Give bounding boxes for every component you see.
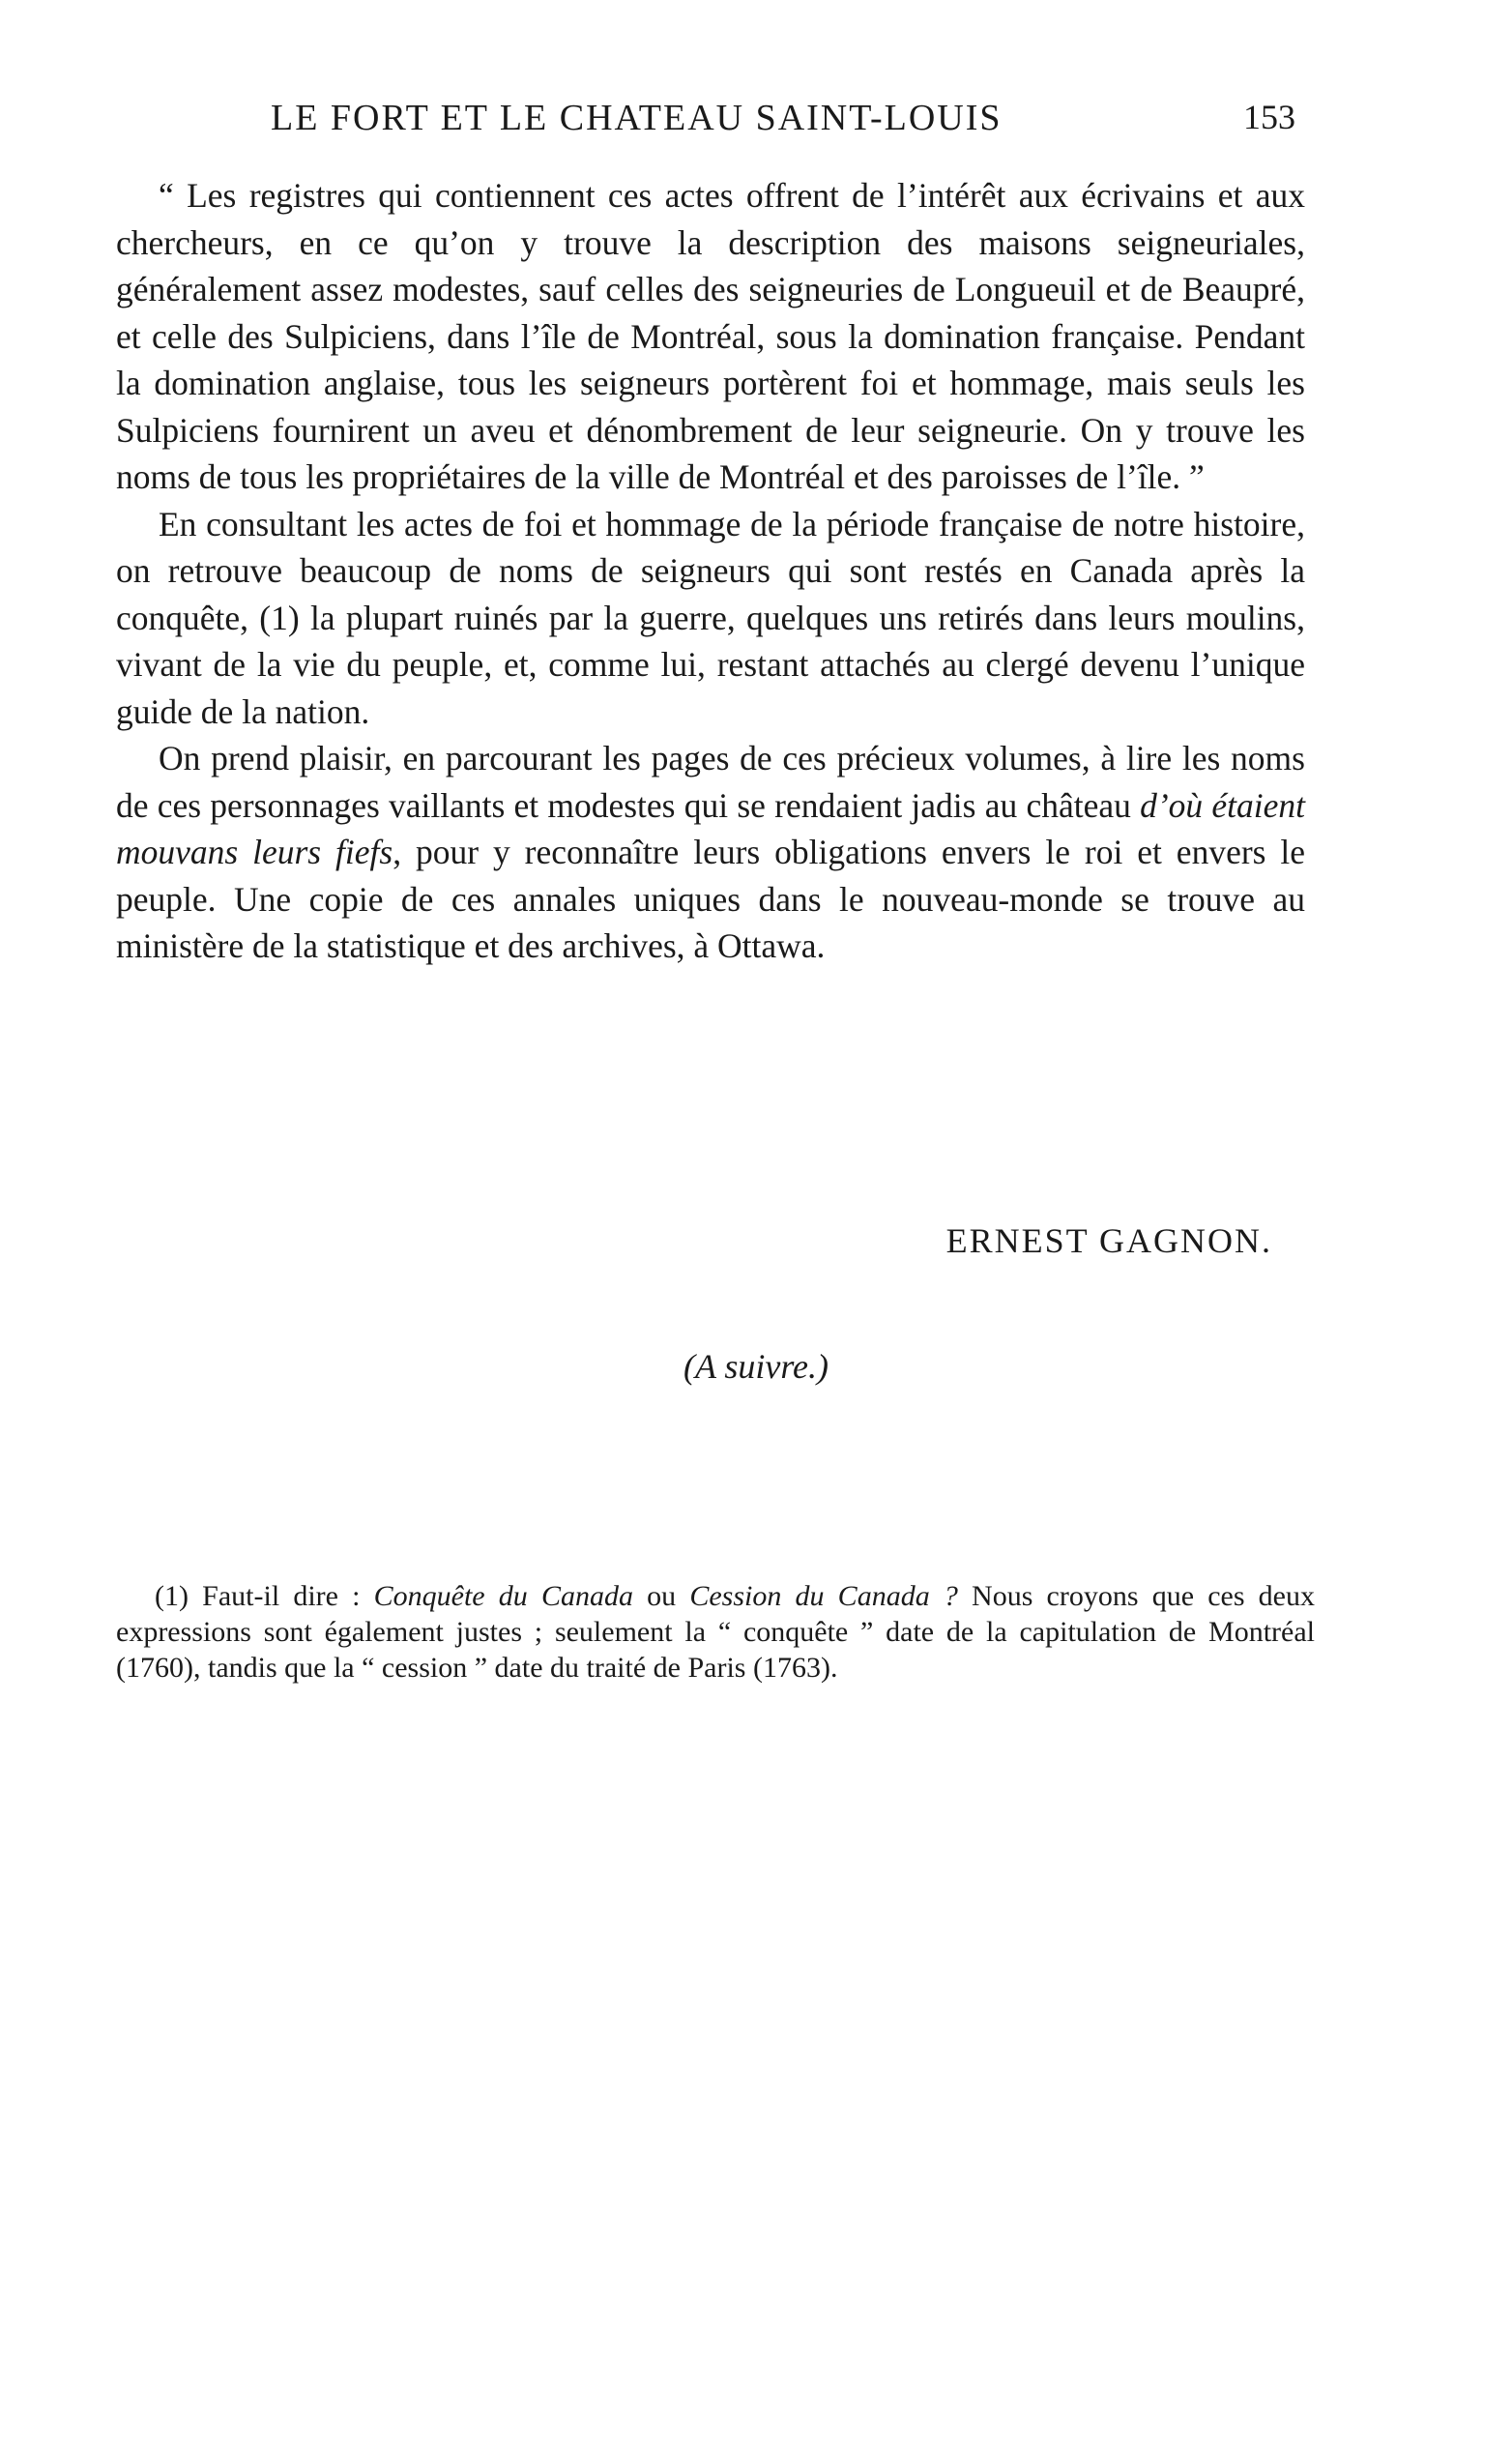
page-number: 153 [1243, 98, 1295, 136]
footnote-italic-2: Cession du Canada ? [689, 1580, 958, 1612]
running-title: LE FORT ET LE CHATEAU SAINT-LOUIS [271, 98, 1003, 138]
running-head [116, 97, 1295, 155]
paragraph-volumes [116, 735, 1305, 970]
footnote-italic-1: Conquête du Canada [373, 1580, 633, 1612]
paragraph-volumes-italic: d’où étaient mouvans leurs fiefs [116, 785, 1305, 871]
author-signature: ERNEST GAGNON. [945, 1221, 1272, 1260]
paragraph-volumes-end: , pour y reconnaître leurs obligations envers le roi et envers le peuple. Une copie de ces annales uniques dans le nouveau-monde se trouve au ministère de la statistique et des archives, à Ottawa. [116, 833, 1305, 965]
paragraph-volumes-start: On prend plaisir, en parcourant les pages de ces précieux volumes, à lire les noms de ces personnages vaillants et modestes qui se rendaient jadis au château [116, 739, 1305, 825]
footnote-part-3: Nous croyons que ces deux expressions sont également justes ; seulement la “ conquête ” date de la capitulation de Montréal (1760), tandis que la “ cession ” date du traité de Paris (1763). [116, 1580, 1315, 1684]
footnote-part-1: (1) Faut-il dire : [155, 1580, 374, 1612]
footnote-part-2: ou [632, 1580, 690, 1612]
paragraph-conquest: En consultant les actes de foi et hommage de la période française de notre histoire, on retrouve beaucoup de noms de seigneurs qui sont restés en Canada après la conquête, (1) la plupart ruinés par la guerre, quelques uns retirés dans leurs moulins, vivant de la vie du peuple, et, comme lui, restant attachés au clergé devenu l’unique guide de la nation. [116, 504, 1305, 731]
to-be-continued: (A suivre.) [683, 1347, 829, 1386]
body-text [116, 172, 1305, 970]
footnote [116, 1578, 1315, 1686]
footnote-text [116, 1578, 1315, 1686]
paragraph-quote: “ Les registres qui contiennent ces actes offrent de l’intérêt aux écrivains et aux chercheurs, en ce qu’on y trouve la description des maisons seigneuriales, généralement assez modestes, sauf celles des seigneuries de Longueuil et de Beaupré, et celle des Sulpiciens, dans l’île de Montréal, sous la domination française. Pendant la domination anglaise, tous les seigneurs portèrent foi et hommage, mais seuls les Sulpiciens fournirent un aveu et dénombrement de leur seigneurie. On y trouve les noms de tous les propriétaires de la ville de Montréal et des paroisses de l’île. ” [116, 176, 1305, 496]
